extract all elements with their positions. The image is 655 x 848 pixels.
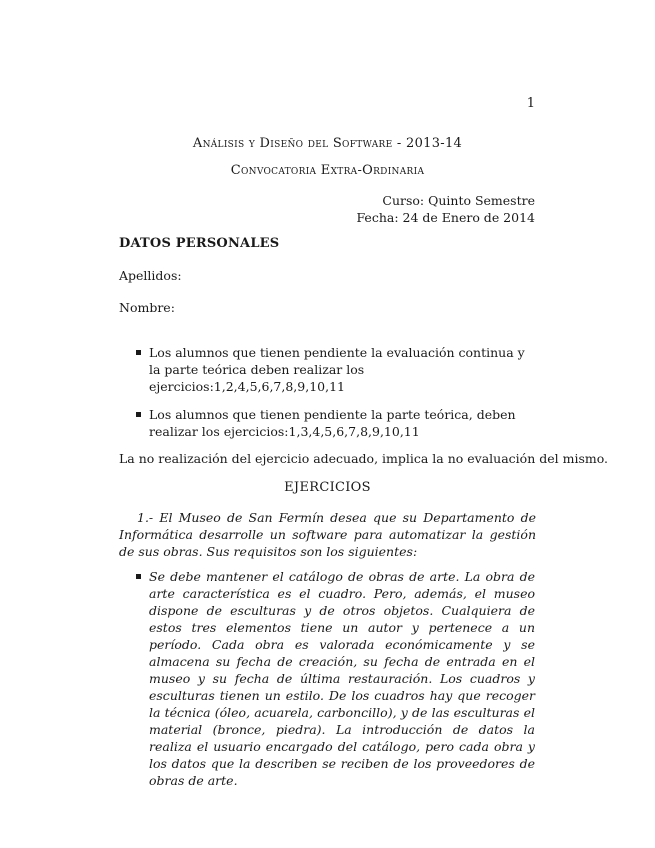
document-title: Análisis y Diseño del Software - 2013-14 — [192, 136, 463, 151]
exercises-heading: EJERCICIOS — [284, 480, 371, 495]
rule-item — [135, 344, 535, 395]
surname-label: Apellidos: — [119, 268, 182, 283]
page-number: 1 — [526, 96, 535, 111]
document-subtitle: Convocatoria Extra-Ordinaria — [230, 163, 425, 178]
rule-text: Los alumnos que tienen pendiente la parte teórica, deben realizar los ejercicios:1,3,4,5,6,7,8,9,10,11 — [149, 407, 516, 439]
rules-list — [135, 344, 535, 440]
personal-data-heading: DATOS PERSONALES — [119, 236, 280, 251]
bullet-square-icon — [136, 412, 141, 417]
exercise-1-statement: 1.- El Museo de San Fermín desea que su Departamento de Informática desarrolle un software para automatizar la gestión de sus obras. Sus requisitos son los siguientes: — [119, 510, 536, 559]
date-line: Fecha: 24 de Enero de 2014 — [356, 210, 535, 225]
course-info — [356, 192, 535, 226]
name-label: Nombre: — [119, 300, 175, 315]
bullet-square-icon — [136, 350, 141, 355]
rule-item — [135, 406, 535, 440]
requirements-list — [135, 568, 535, 789]
rule-text: Los alumnos que tienen pendiente la evaluación continua y la parte teórica deben realizar los ejercicios:1,2,4,5,6,7,8,9,10,11 — [149, 345, 525, 394]
course-line: Curso: Quinto Semestre — [382, 193, 535, 208]
bullet-square-icon — [136, 574, 141, 579]
evaluation-notice: La no realización del ejercicio adecuado, implica la no evaluación del mismo. — [119, 451, 609, 466]
requirement-item — [135, 568, 535, 789]
requirement-text: Se debe mantener el catálogo de obras de arte. La obra de arte característica es el cuadro. Pero, además, el museo dispone de esculturas y de otros objetos. Cualquiera de estos tres elementos tiene un autor y pertenece a un período. Cada obra es valorada económicamente y se almacena su fecha de creación, su fecha de entrada en el museo y su fecha de última restauración. Los cuadros y esculturas tienen un estilo. De los cuadros hay que recoger la técnica (óleo, acuarela, carboncillo), y de las esculturas el material (bronce, piedra). La introducción de datos la realiza el usuario encargado del catálogo, pero cada obra y los datos que la describen se reciben de los proveedores de obras de arte. — [149, 569, 535, 788]
